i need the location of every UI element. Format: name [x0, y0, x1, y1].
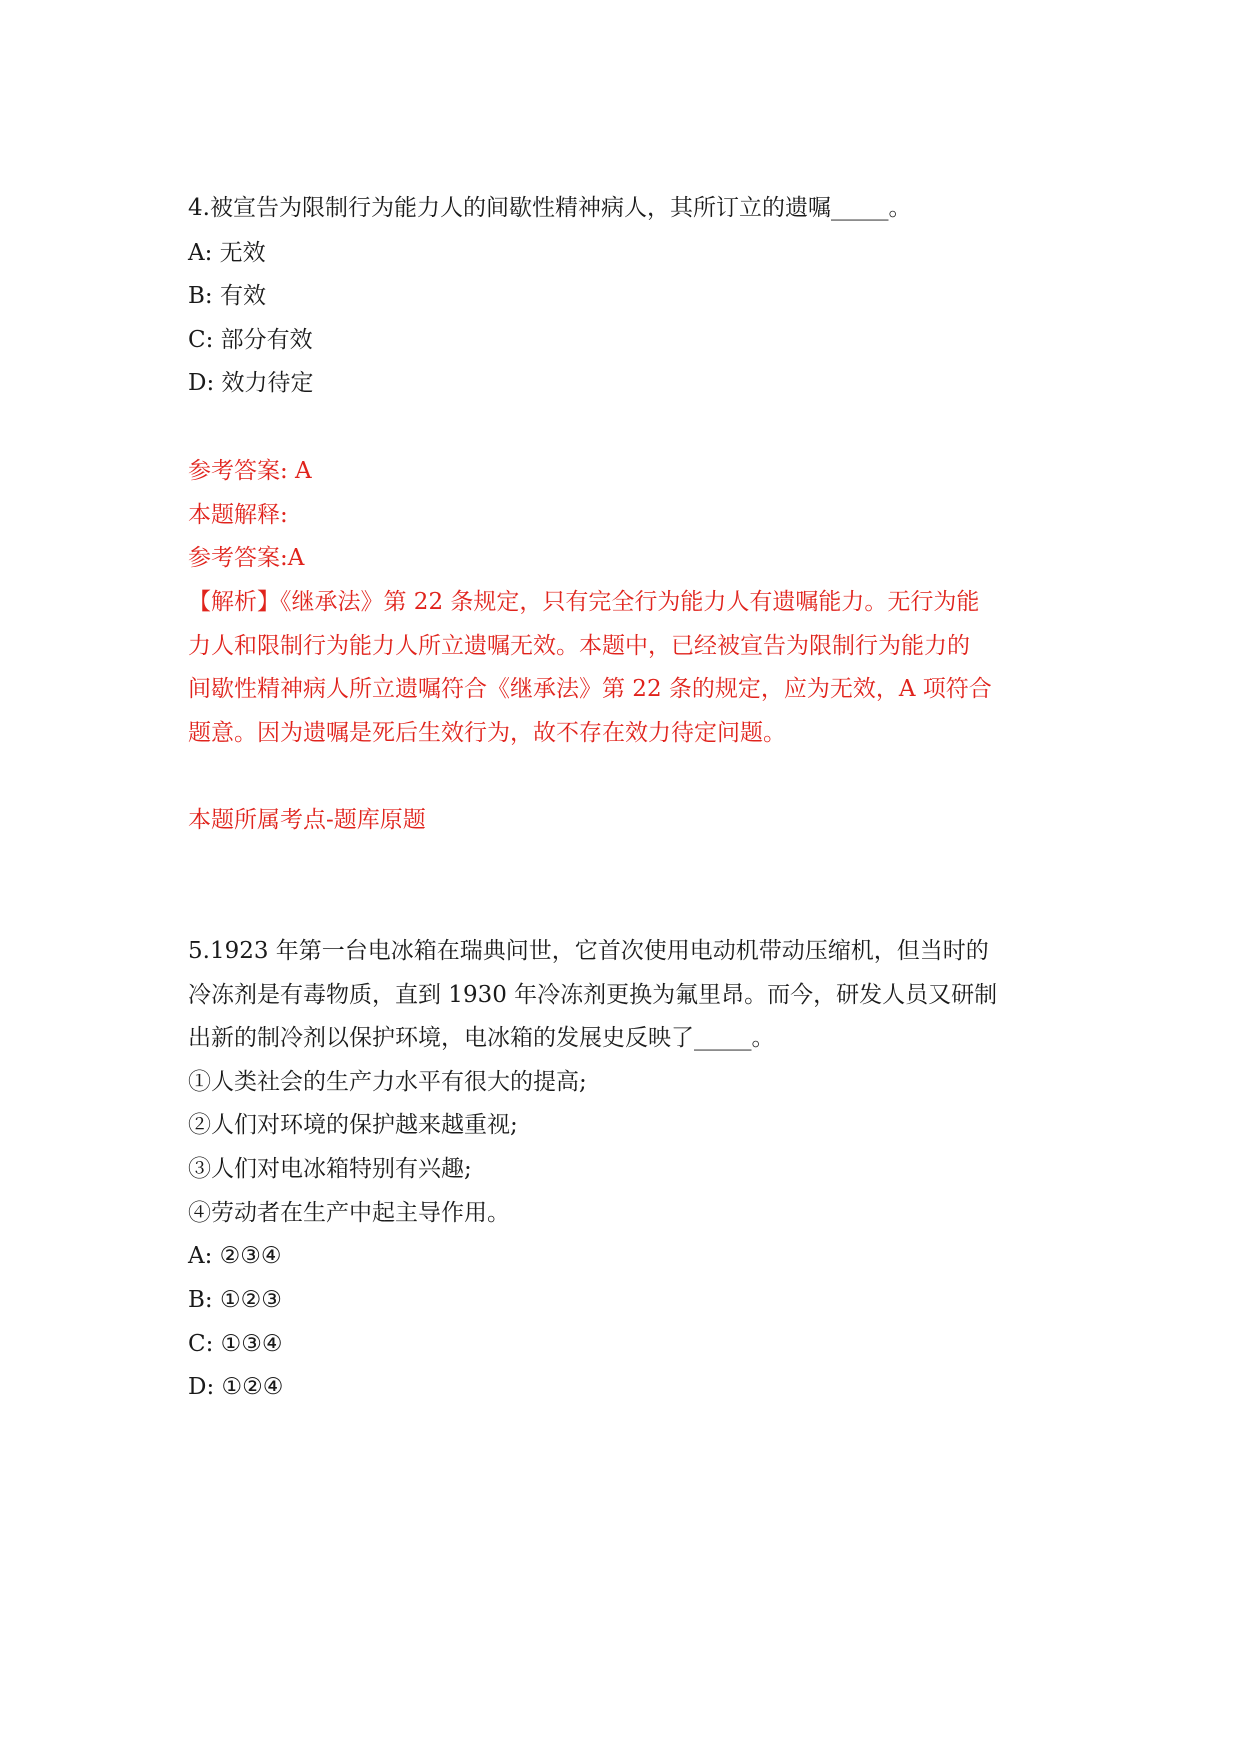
q4-answer-repeat: 参考答案:A	[188, 545, 305, 571]
q4-analysis-line: 【解析】《继承法》第 22 条规定，只有完全行为能力人有遗嘱能力。无行为能	[188, 589, 980, 615]
q5-stem-line: 冷冻剂是有毒物质，直到 1930 年冷冻剂更换为氟里昂。而今，研发人员又研制	[188, 982, 998, 1008]
q5-option-b: B: ①②③	[188, 1287, 282, 1313]
q5-option-c: C: ①③④	[188, 1331, 283, 1357]
q4-source: 本题所属考点-题库原题	[188, 807, 426, 833]
q4-option-a: A: 无效	[188, 240, 266, 266]
q4-answer: 参考答案: A	[188, 458, 312, 484]
q4-option-b: B: 有效	[188, 283, 266, 309]
q4-option-c: C: 部分有效	[188, 327, 313, 353]
q5-option-a: A: ②③④	[188, 1243, 282, 1269]
q5-statement-4: ④劳动者在生产中起主导作用。	[188, 1200, 510, 1226]
q4-analysis-line: 题意。因为遗嘱是死后生效行为，故不存在效力待定问题。	[188, 720, 786, 746]
q5-statement-1: ①人类社会的生产力水平有很大的提高;	[188, 1069, 587, 1095]
q4-explain-title: 本题解释:	[188, 502, 288, 528]
q5-statement-3: ③人们对电冰箱特别有兴趣;	[188, 1156, 472, 1182]
q5-stem-line: 5.1923 年第一台电冰箱在瑞典问世，它首次使用电动机带动压缩机，但当时的	[188, 938, 989, 964]
q4-analysis-line: 力人和限制行为能力人所立遗嘱无效。本题中，已经被宣告为限制行为能力的	[188, 633, 970, 659]
q4-analysis-line: 间歇性精神病人所立遗嘱符合《继承法》第 22 条的规定，应为无效，A 项符合	[188, 676, 992, 702]
q5-stem-line: 出新的制冷剂以保护环境，电冰箱的发展史反映了_____。	[188, 1025, 775, 1051]
q4-stem: 4.被宣告为限制行为能力人的间歇性精神病人，其所订立的遗嘱_____。	[188, 195, 912, 221]
q5-option-d: D: ①②④	[188, 1374, 284, 1400]
q5-statement-2: ②人们对环境的保护越来越重视;	[188, 1112, 518, 1138]
q4-option-d: D: 效力待定	[188, 370, 314, 396]
